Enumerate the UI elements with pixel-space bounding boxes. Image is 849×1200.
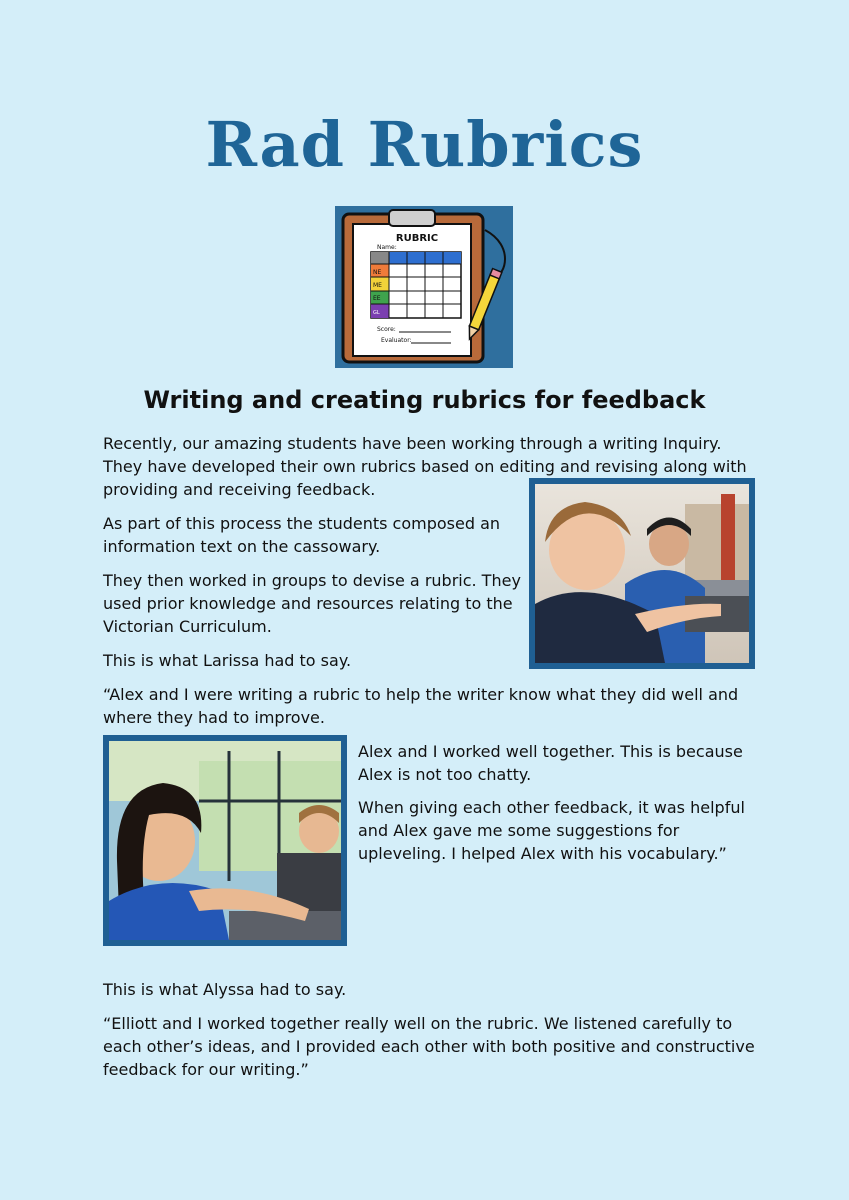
quote-alyssa: “Elliott and I worked together really well on the rubric. We listened carefully to each other’s ideas, and I provided each other with both positive and constructive feedback for our writing.” [103, 1014, 755, 1079]
photo-girl-at-laptop [103, 735, 347, 946]
paragraph-alyssa-intro: This is what Alyssa had to say. [103, 980, 347, 999]
rubric-clipboard-illustration [335, 206, 513, 368]
paragraph-cassowary: As part of this process the students composed an information text on the cassowary. [103, 514, 501, 556]
rubric-row-ee: EE [373, 295, 381, 302]
rubric-row-me: ME [373, 282, 382, 289]
rubric-score-label: Score: [377, 326, 396, 333]
photo-boy-at-laptop [529, 478, 755, 669]
rubric-name-label: Name: [377, 244, 397, 251]
quote-larissa-part2: Alex and I worked well together. This is because Alex is not too chatty. [358, 742, 743, 784]
intro-paragraph: Recently, our amazing students have been working through a writing Inquiry. They have developed their own rubrics based on editing and revising along with providing and receiving feedback. [103, 434, 747, 499]
paragraph-groups: They then worked in groups to devise a rubric. They used prior knowledge and resources relating to the Victorian Curriculum. [103, 571, 521, 636]
rubric-evaluator-label: Evaluator: [381, 337, 412, 344]
quote-larissa-part3: When giving each other feedback, it was helpful and Alex gave me some suggestions for upleveling. I helped Alex with his vocabulary.” [358, 798, 745, 863]
paragraph-larissa-intro: This is what Larissa had to say. [103, 651, 352, 670]
rubric-heading-text: RUBRIC [395, 233, 439, 244]
rubric-row-gl: GL [373, 310, 380, 316]
page-title: Rad Rubrics [205, 108, 644, 181]
rubric-row-ne: NE [373, 269, 382, 276]
subtitle: Writing and creating rubrics for feedback [143, 386, 706, 414]
quote-larissa-part1: “Alex and I were writing a rubric to help the writer know what they did well and where they had to improve. [103, 685, 739, 727]
